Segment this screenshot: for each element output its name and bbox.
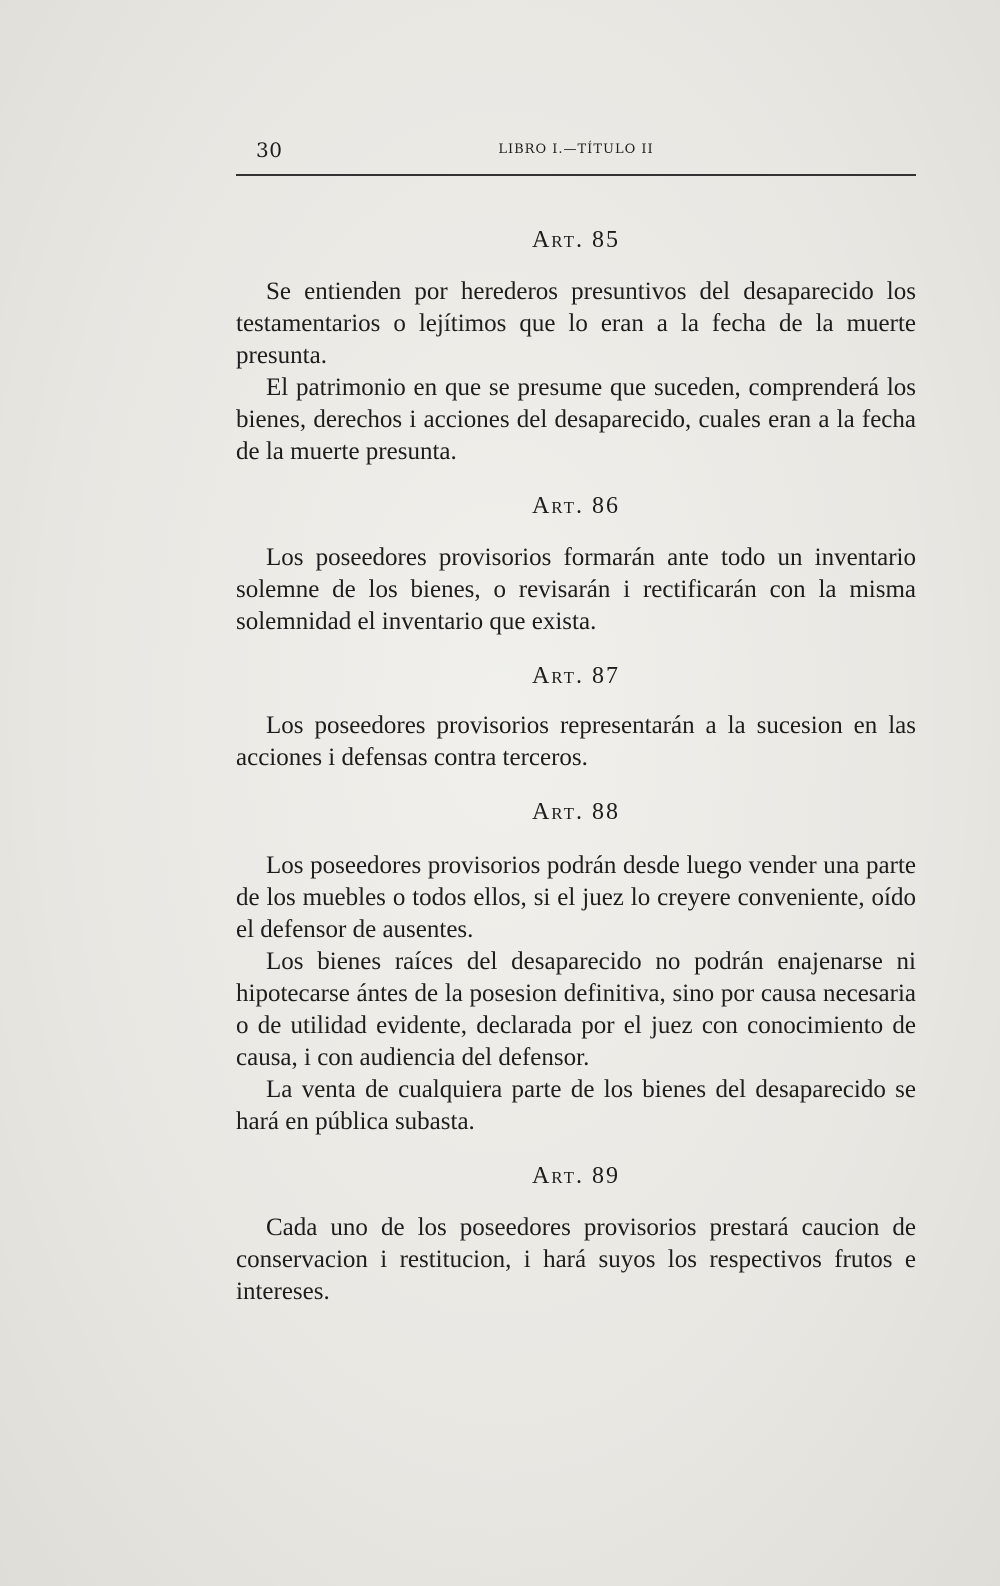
article-paragraph: Se entienden por herederos presuntivos del desaparecido los testamentarios o lejítimos que lo eran a la fecha de la muerte presunta. [236,278,916,369]
page-number: 30 [256,138,283,162]
article-heading: Art. 85 [531,227,621,253]
article-paragraph: Cada uno de los poseedores provisorios prestará caucion de conservacion i restitucion, i hará suyos los respectivos frutos e intereses. [236,1214,916,1305]
article-heading: Art. 86 [531,493,621,519]
header-rule [236,174,916,176]
article-paragraph: Los poseedores provisorios podrán desde luego vender una parte de los muebles o todos ellos, si el juez lo creyere conveniente, oído el defensor de ausentes. [236,852,916,943]
article-85 [236,224,916,468]
page-body [236,214,916,1308]
article-paragraph: Los bienes raíces del desaparecido no podrán enajenarse ni hipotecarse ántes de la posesion definitiva, sino por causa necesaria o de utilidad evidente, declarada por el juez con conocimiento de causa, i con audiencia del defensor. [236,948,916,1071]
page-header [236,136,916,166]
article-88 [236,796,916,1138]
article-paragraph: El patrimonio en que se presume que suceden, comprenderá los bienes, derechos i acciones del desaparecido, cuales eran a la fecha de la muerte presunta. [236,374,916,465]
article-paragraph: La venta de cualquiera parte de los bienes del desaparecido se hará en pública subasta. [236,1076,916,1135]
article-86 [236,490,916,638]
article-paragraph: Los poseedores provisorios representarán a la sucesion en las acciones i defensas contra terceros. [236,712,916,771]
article-89 [236,1160,916,1308]
article-heading: Art. 88 [531,799,621,825]
article-paragraph: Los poseedores provisorios formarán ante todo un inventario solemne de los bienes, o revisarán i rectificarán con la misma solemnidad el inventario que exista. [236,544,916,635]
running-head: LIBRO I.—TÍTULO II [498,142,654,157]
article-heading: Art. 89 [531,1163,621,1189]
article-heading: Art. 87 [531,663,621,689]
article-87 [236,660,916,774]
